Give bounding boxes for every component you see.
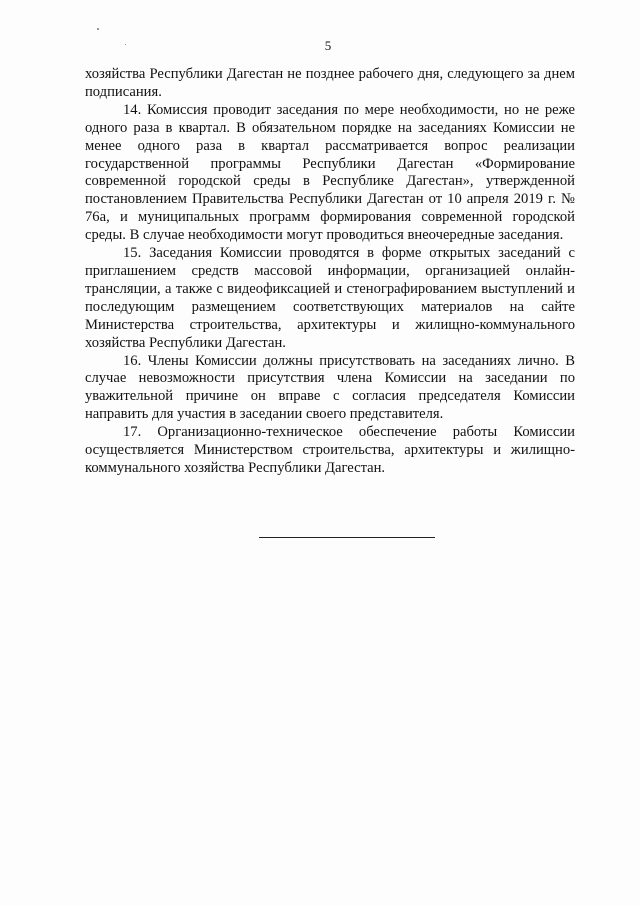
page-number: 5 [324,38,332,53]
paragraph-item-14: 14. Комиссия проводит заседания по мере необходимости, но не реже одного раза в квартал. В обязательном порядке на заседаниях Комиссии не менее одного раза в квартал рассматривается вопрос реализации государственной программы Республики Дагестан «Формирование современной городской среды в Республике Дагестан», утвержденной постановлением Правительства Республики Дагестан от 10 апреля 2019 г. № 76а, и муниципальных программ формирования современной городской среды. В случае необходимости могут проводиться внеочередные заседания. [85,101,575,244]
paragraph-item-15: 15. Заседания Комиссии проводятся в форме открытых заседаний с приглашением средств массовой информации, организацией онлайн-трансляции, а также с видеофиксацией и стенографированием выступлений и последующим размещением соответствующих материалов на сайте Министерства строительства, архитектуры и жилищно-коммунального хозяйства Республики Дагестан. [85,245,575,351]
scan-speck [97,28,99,30]
paragraph-continuation: хозяйства Республики Дагестан не позднее рабочего дня, следующего за днем подписания. [85,66,575,100]
scan-speck [125,44,126,45]
end-of-document-rule [259,537,435,538]
paragraph-item-16: 16. Члены Комиссии должны присутствовать на заседаниях лично. В случае невозможности присутствия члена Комиссии на заседании по уважительной причине он вправе с согласия председателя Комиссии направить для участия в заседании своего представителя. [85,352,575,423]
paragraph-item-17: 17. Организационно-техническое обеспечение работы Комиссии осуществляется Министерством строительства, архитектуры и жилищно-коммунального хозяйства Республики Дагестан. [85,424,575,476]
document-body [85,66,575,478]
